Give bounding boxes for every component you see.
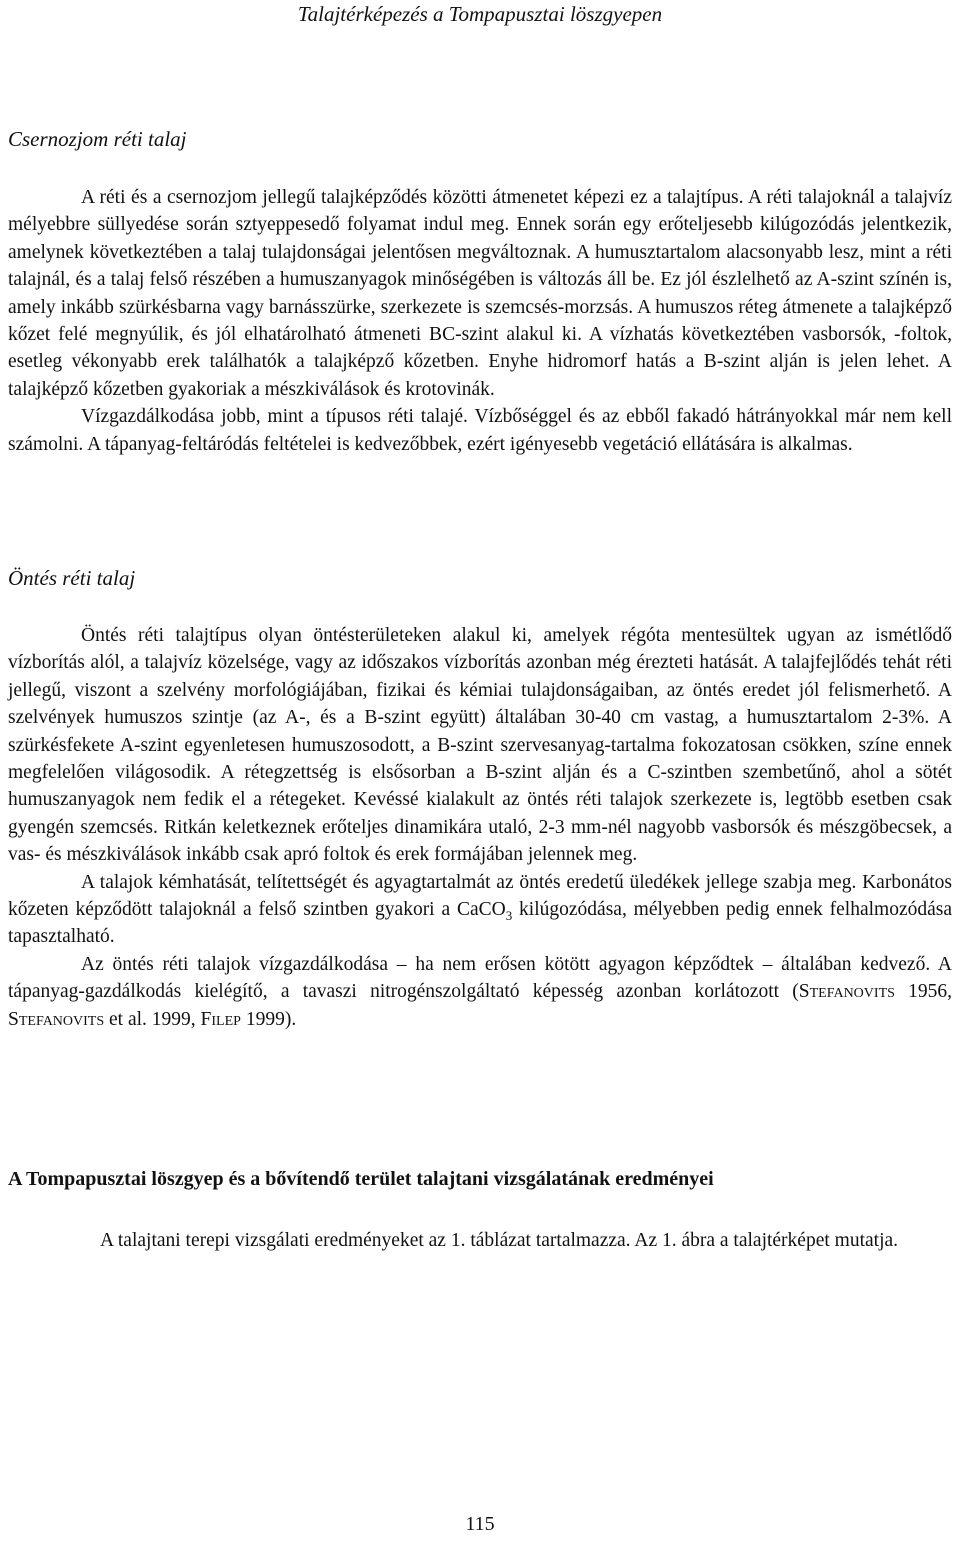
text-run: kilúgozódása, mélyebben pedig ennek felhalmozódása tapasztalható. bbox=[8, 899, 952, 948]
citation-author: Stefanovits bbox=[798, 981, 895, 1003]
text-run: 1999). bbox=[240, 1008, 297, 1030]
paragraph: Öntés réti talajtípus olyan öntésterületeken alakul ki, amelyek régóta mentesültek ugyan az ismétlődő vízborítás alól, a talajvíz közelsége, vagy az időszakos vízborítás azonban még érezteti hatását. A talajfejlődés tehát réti jellegű, viszont a szelvény morfológiájában, fizikai és kémiai tulajdonságaiban, az öntés eredet jól felismerhető. A szelvények humuszos szintje (az A-, és a B-szint együtt) általában 30-40 cm vastag, a humusztartalom 2-3%. A szürkésfekete A-szint egyenletesen humuszosodott, a B-szint szervesanyag-tartalma fokozatosan csökken, színe ennek megfelelően világosodik. A rétegzettség is elsősorban a B-szint alján és a C-szintben szembetűnő, ahol a sötét humuszanyagok nem fedik el a rétegeket. Kevéssé kialakult az öntés réti talajok szerkezete is, legtöbb esetben csak gyengén szemcsés. Ritkán keletkeznek erőteljes dinamikára utaló, 2-3 mm-nél nagyobb vasborsók és mészgöbecsek, a vas- és mészkiválások inkább csak apró foltok és erek formájában jelennek meg. bbox=[8, 625, 952, 866]
section-heading-csernozjom: Csernozjom réti talaj bbox=[8, 127, 187, 151]
section-heading-ontes: Öntés réti talaj bbox=[8, 566, 136, 590]
text-run: Az öntés réti talajok vízgazdálkodása – ha nem erősen kötött agyagon képződtek – általában kedvező. A tápanyag-gazdálkodás kielégítő, a tavaszi nitrogénszolgáltató képesség azonban korlátozott ( bbox=[8, 953, 952, 1003]
section-body-results bbox=[8, 1227, 952, 1254]
text-run: 1956, bbox=[894, 981, 953, 1003]
citation-author: Filep bbox=[200, 1008, 241, 1030]
paragraph bbox=[8, 951, 952, 1033]
page-number: 115 bbox=[465, 1513, 495, 1535]
paragraph bbox=[8, 869, 952, 951]
subscript: 3 bbox=[505, 907, 513, 923]
running-header: Talajtérképezés a Tompapusztai löszgyepen bbox=[297, 2, 663, 26]
paragraph: Vízgazdálkodása jobb, mint a típusos réti talajé. Vízbőséggel és az ebből fakadó hátrányokkal már nem kell számolni. A tápanyag-feltáródás feltételei is kedvezőbbek, ezért igényesebb vegetáció ellátására is alkalmas. bbox=[8, 406, 952, 455]
text-run: et al. 1999, bbox=[104, 1008, 201, 1030]
text-run: A talajok kémhatását, telítettségét és agyagtartalmát az öntés eredetű üledékek jellege szabja meg. Karbonátos kőzeten képződött talajoknál a felső szintben gyakori a CaCO bbox=[8, 871, 952, 921]
paragraph: A talajtani terepi vizsgálati eredményeket az 1. táblázat tartalmazza. Az 1. ábra a talajtérképet mutatja. bbox=[100, 1230, 899, 1251]
section-body-ontes bbox=[8, 622, 952, 1033]
paragraph: A réti és a csernozjom jellegű talajképződés közötti átmenetet képezi ez a talajtípus. A réti talajoknál a talajvíz mélyebbre süllyedése során sztyeppesedő folyamat indul meg. Ennek során egy erőteljesebb kilúgozódás jelentkezik, amelynek következtében a talaj tulajdonságai jelentősen megváltoznak. A humusztartalom alacsonyabb lesz, mint a réti talajnál, és a talaj felső részében a humuszanyagok minőségében is változás áll be. Ez jól észlelhető az A-szint színén is, amely inkább szürkésbarna vagy barnásszürke, szerkezete is szemcsés-morzsás. A humuszos réteg átmenete a talajképző kőzet felé megnyúlik, és jól elhatárolható átmeneti BC-szint alakul ki. A vízhatás következtében vasborsók, -foltok, esetleg vékonyabb erek találhatók a talajképző kőzetben. Enyhe hidromorf hatás a B-szint alján is jelen lehet. A talajképző kőzetben gyakoriak a mészkiválások és krotovinák. bbox=[8, 187, 952, 400]
section-body-csernozjom bbox=[8, 184, 952, 458]
section-title-results: A Tompapusztai löszgyep és a bővítendő terület talajtani vizsgálatának eredményei bbox=[8, 1168, 714, 1190]
citation-author: Stefanovits bbox=[8, 1008, 105, 1030]
